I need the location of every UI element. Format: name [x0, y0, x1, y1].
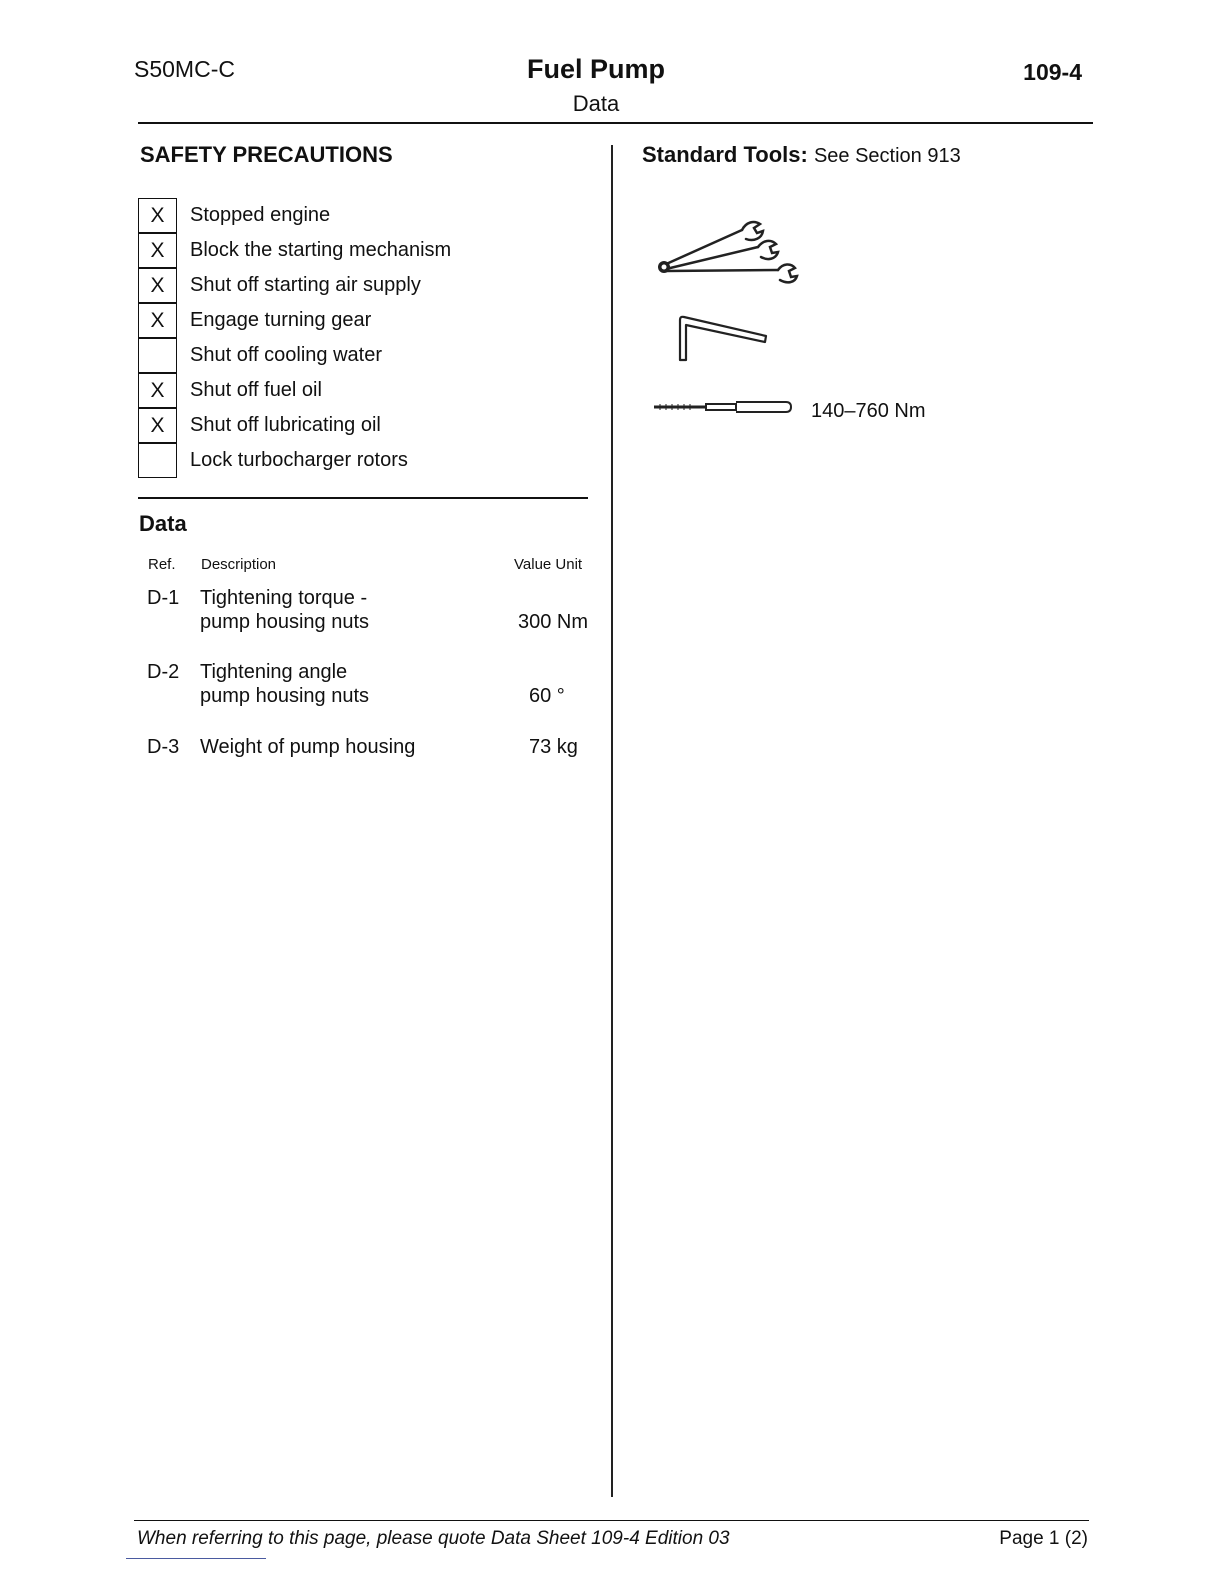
safety-item-label: Shut off lubricating oil [190, 414, 381, 436]
checkbox-marked: X [138, 233, 177, 268]
footer-divider [134, 1520, 1089, 1521]
checkbox-marked: X [138, 408, 177, 443]
standard-tools-title: Standard Tools: [642, 142, 808, 167]
section-divider [138, 497, 588, 499]
safety-precautions-title: SAFETY PRECAUTIONS [140, 142, 393, 167]
footer-underline [126, 1558, 266, 1559]
safety-item [138, 233, 598, 268]
spanner-set-icon [650, 215, 800, 290]
safety-item [138, 338, 598, 373]
checkbox-marked: X [138, 373, 177, 408]
safety-item-label: Shut off fuel oil [190, 379, 322, 401]
page-subtitle: Data [572, 91, 620, 116]
safety-item [138, 198, 598, 233]
document-number: 109-4 [1023, 59, 1082, 85]
safety-item [138, 268, 598, 303]
safety-item-label: Block the starting mechanism [190, 239, 452, 261]
safety-item-label: Shut off starting air supply [190, 274, 421, 296]
standard-tools-heading [642, 142, 961, 168]
column-divider [611, 145, 613, 1497]
data-row-description-cont: pump housing nuts [200, 611, 370, 633]
data-row-description: Weight of pump housing [200, 736, 416, 758]
safety-item [138, 443, 598, 478]
data-row-value: 300 Nm [518, 611, 589, 633]
torque-wrench-range: 140–760 Nm [811, 400, 926, 422]
data-row-ref: D-2 [147, 661, 180, 683]
column-header-value-unit: Value Unit [514, 556, 583, 573]
safety-item [138, 408, 598, 443]
data-row-value: 60 ° [529, 685, 565, 707]
checkbox-marked: X [138, 303, 177, 338]
engine-model: S50MC-C [134, 56, 235, 82]
safety-item [138, 303, 598, 338]
data-row-value: 73 kg [529, 736, 578, 758]
header-divider [138, 122, 1093, 124]
checkbox-marked: X [138, 198, 177, 233]
checkbox-empty [138, 443, 177, 478]
page-number: Page 1 (2) [999, 1528, 1088, 1549]
data-section-title: Data [139, 511, 187, 536]
checkbox-empty [138, 338, 177, 373]
safety-item-label: Shut off cooling water [190, 344, 382, 366]
hex-key-icon [674, 312, 774, 364]
data-row-ref: D-3 [147, 736, 180, 758]
data-row-description: Tightening angle [200, 661, 348, 683]
safety-item-label: Lock turbocharger rotors [190, 449, 408, 471]
data-row-ref: D-1 [147, 587, 180, 609]
safety-item-label: Stopped engine [190, 204, 331, 226]
page-title: Fuel Pump [526, 54, 665, 84]
safety-item [138, 373, 598, 408]
torque-wrench-icon [650, 396, 795, 418]
safety-item-label: Engage turning gear [190, 309, 372, 331]
checkbox-marked: X [138, 268, 177, 303]
data-row-description: Tightening torque - [200, 587, 368, 609]
standard-tools-reference: See Section 913 [813, 145, 961, 167]
footer-note: When referring to this page, please quote Data Sheet 109-4 Edition 03 [137, 1528, 730, 1549]
column-header-ref: Ref. [148, 556, 176, 573]
column-header-description: Description [201, 556, 277, 573]
data-row-description-cont: pump housing nuts [200, 685, 370, 707]
